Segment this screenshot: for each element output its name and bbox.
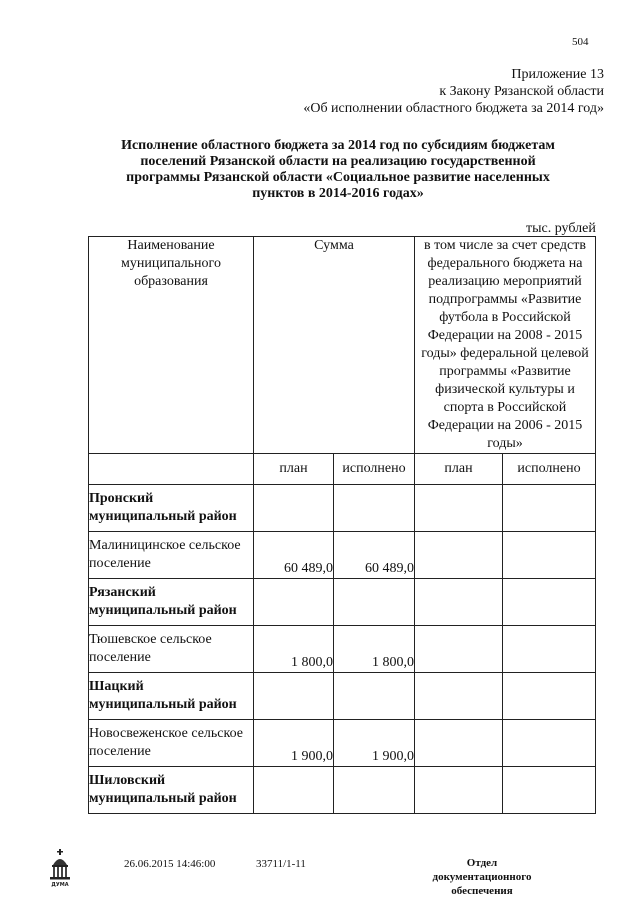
subheader-fed-executed: исполнено <box>503 454 596 485</box>
row-plan: 1 800,0 <box>254 626 334 673</box>
appendix-header <box>303 66 604 117</box>
row-name: Рязанский муниципальный район <box>89 579 254 626</box>
row-executed <box>334 673 415 720</box>
title-line: пунктов в 2014-2016 годах» <box>252 186 424 201</box>
row-plan: 60 489,0 <box>254 532 334 579</box>
budget-table <box>88 236 596 814</box>
title-line: программы Рязанской области «Социальное развитие населенных <box>126 170 550 185</box>
row-fed-plan <box>415 532 503 579</box>
table-row <box>89 532 596 579</box>
table-row <box>89 485 596 532</box>
table-header-row <box>89 237 596 454</box>
row-fed-plan <box>415 626 503 673</box>
appendix-line: к Закону Рязанской области <box>439 84 604 99</box>
subheader-empty <box>89 454 254 485</box>
header-federal: в том числе за счет средств федерального бюджета на реализацию мероприятий подпрограммы «Развитие футбола в Российской Федерации на 2008 - 2015 годы» федеральной целевой программы «Развитие физической культуры и спорта в Российской Федерации на 2006 - 2015 годы» <box>415 237 596 454</box>
row-executed <box>334 579 415 626</box>
row-fed-executed <box>503 579 596 626</box>
row-name: Новосвеженское сельское поселение <box>89 720 254 767</box>
row-name: Малиницинское сельское поселение <box>89 532 254 579</box>
row-fed-plan <box>415 720 503 767</box>
row-fed-plan <box>415 579 503 626</box>
footer-date: 26.06.2015 14:46:00 <box>124 858 216 870</box>
row-fed-plan <box>415 485 503 532</box>
row-plan <box>254 673 334 720</box>
table-subheader-row <box>89 454 596 485</box>
table-row <box>89 579 596 626</box>
row-executed: 60 489,0 <box>334 532 415 579</box>
row-executed: 1 900,0 <box>334 720 415 767</box>
stamp-line: Отдел документационного <box>432 857 532 883</box>
title-line: Исполнение областного бюджета за 2014 год по субсидиям бюджетам <box>121 138 555 153</box>
page-number: 504 <box>572 36 589 48</box>
table-row <box>89 673 596 720</box>
subheader-plan: план <box>254 454 334 485</box>
footer-department-stamp <box>418 856 546 898</box>
row-name: Тюшевское сельское поселение <box>89 626 254 673</box>
svg-text:ДУМА: ДУМА <box>51 882 69 888</box>
row-executed: 1 800,0 <box>334 626 415 673</box>
subheader-fed-plan: план <box>415 454 503 485</box>
row-fed-executed <box>503 767 596 814</box>
table-row <box>89 767 596 814</box>
title-line: поселений Рязанской области на реализацию государственной <box>140 154 536 169</box>
row-fed-executed <box>503 720 596 767</box>
stamp-line: обеспечения <box>451 885 513 897</box>
row-name: Пронский муниципальный район <box>89 485 254 532</box>
subheader-executed: исполнено <box>334 454 415 485</box>
row-plan <box>254 485 334 532</box>
row-fed-plan <box>415 673 503 720</box>
appendix-line: «Об исполнении областного бюджета за 2014 год» <box>303 101 604 116</box>
table-row <box>89 626 596 673</box>
row-plan <box>254 579 334 626</box>
header-sum: Сумма <box>254 237 415 454</box>
appendix-line: Приложение 13 <box>511 67 604 82</box>
header-name: Наименование муниципального образования <box>89 237 254 454</box>
row-fed-executed <box>503 673 596 720</box>
units-label: тыс. рублей <box>526 221 596 236</box>
row-plan <box>254 767 334 814</box>
row-executed <box>334 767 415 814</box>
row-executed <box>334 485 415 532</box>
row-fed-executed <box>503 485 596 532</box>
document-title <box>80 138 596 202</box>
row-fed-plan <box>415 767 503 814</box>
footer-code: 33711/1-11 <box>256 858 306 870</box>
row-fed-executed <box>503 626 596 673</box>
duma-emblem-icon <box>48 849 72 889</box>
table-row <box>89 720 596 767</box>
row-name: Шиловский муниципальный район <box>89 767 254 814</box>
row-plan: 1 900,0 <box>254 720 334 767</box>
row-fed-executed <box>503 532 596 579</box>
row-name: Шацкий муниципальный район <box>89 673 254 720</box>
